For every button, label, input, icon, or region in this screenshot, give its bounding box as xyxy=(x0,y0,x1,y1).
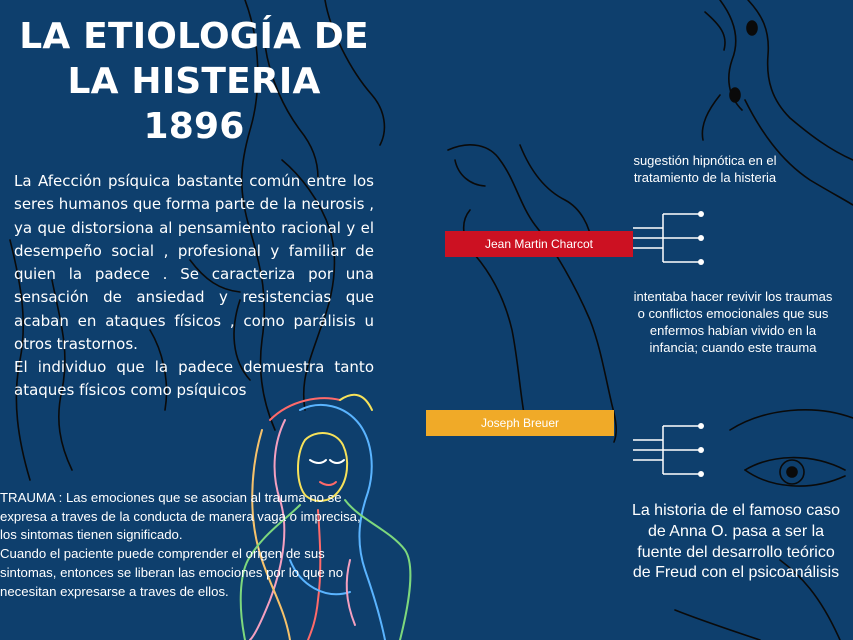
title-line-1: LA ETIOLOGÍA DE xyxy=(19,16,369,57)
trauma-text xyxy=(0,489,365,601)
trauma-paragraph-1: TRAUMA : Las emociones que se asocian al trauma no se expresa a traves de la conducta de manera vaga o imprecisa, los sintomas tienen significado. xyxy=(0,490,361,543)
branch-connector-lower-icon xyxy=(633,420,713,480)
note-sugestion: sugestión hipnótica en el tratamiento de la histeria xyxy=(633,153,777,185)
note-intentaba: intentaba hacer revivir los traumas o conflictos emocionales que sus enfermos habían vivido en la infancia; cuando este trauma xyxy=(633,289,833,355)
title-line-2: LA HISTERIA 1896 xyxy=(67,61,321,147)
charcot-name: Jean Martin Charcot xyxy=(484,237,594,251)
intro-paragraph-2: El individuo que la padece demuestra tanto ataques físicos como psíquicos xyxy=(14,358,374,400)
note-historia: La historia de el famoso caso de Anna O. pasa a ser la fuente del desarrollo teórico de Freud con el psicoanálisis xyxy=(631,502,841,582)
charcot-label-bar xyxy=(445,231,633,257)
trauma-paragraph-2: Cuando el paciente puede comprender el origen de sus sintomas, entonces se liberan las emociones por lo que no necesitan expresarse a traves de ellos. xyxy=(0,546,344,599)
page-title xyxy=(14,14,374,149)
branch-connector-upper-icon xyxy=(633,208,713,268)
breuer-name: Joseph Breuer xyxy=(480,416,560,430)
breuer-label-bar xyxy=(426,410,614,436)
intro-paragraph-1: La Afección psíquica bastante común entre los seres humanos que forma parte de la neurosis , ya que distorsiona al pensamiento racional y el desempeño social , profesional y familiar de quien la padece . Se caracteriza por una sensación de ansiedad y resistencias que acaban en ataques físicos , como parálisis u otros trastornos. xyxy=(14,172,374,353)
intro-text xyxy=(14,170,374,403)
